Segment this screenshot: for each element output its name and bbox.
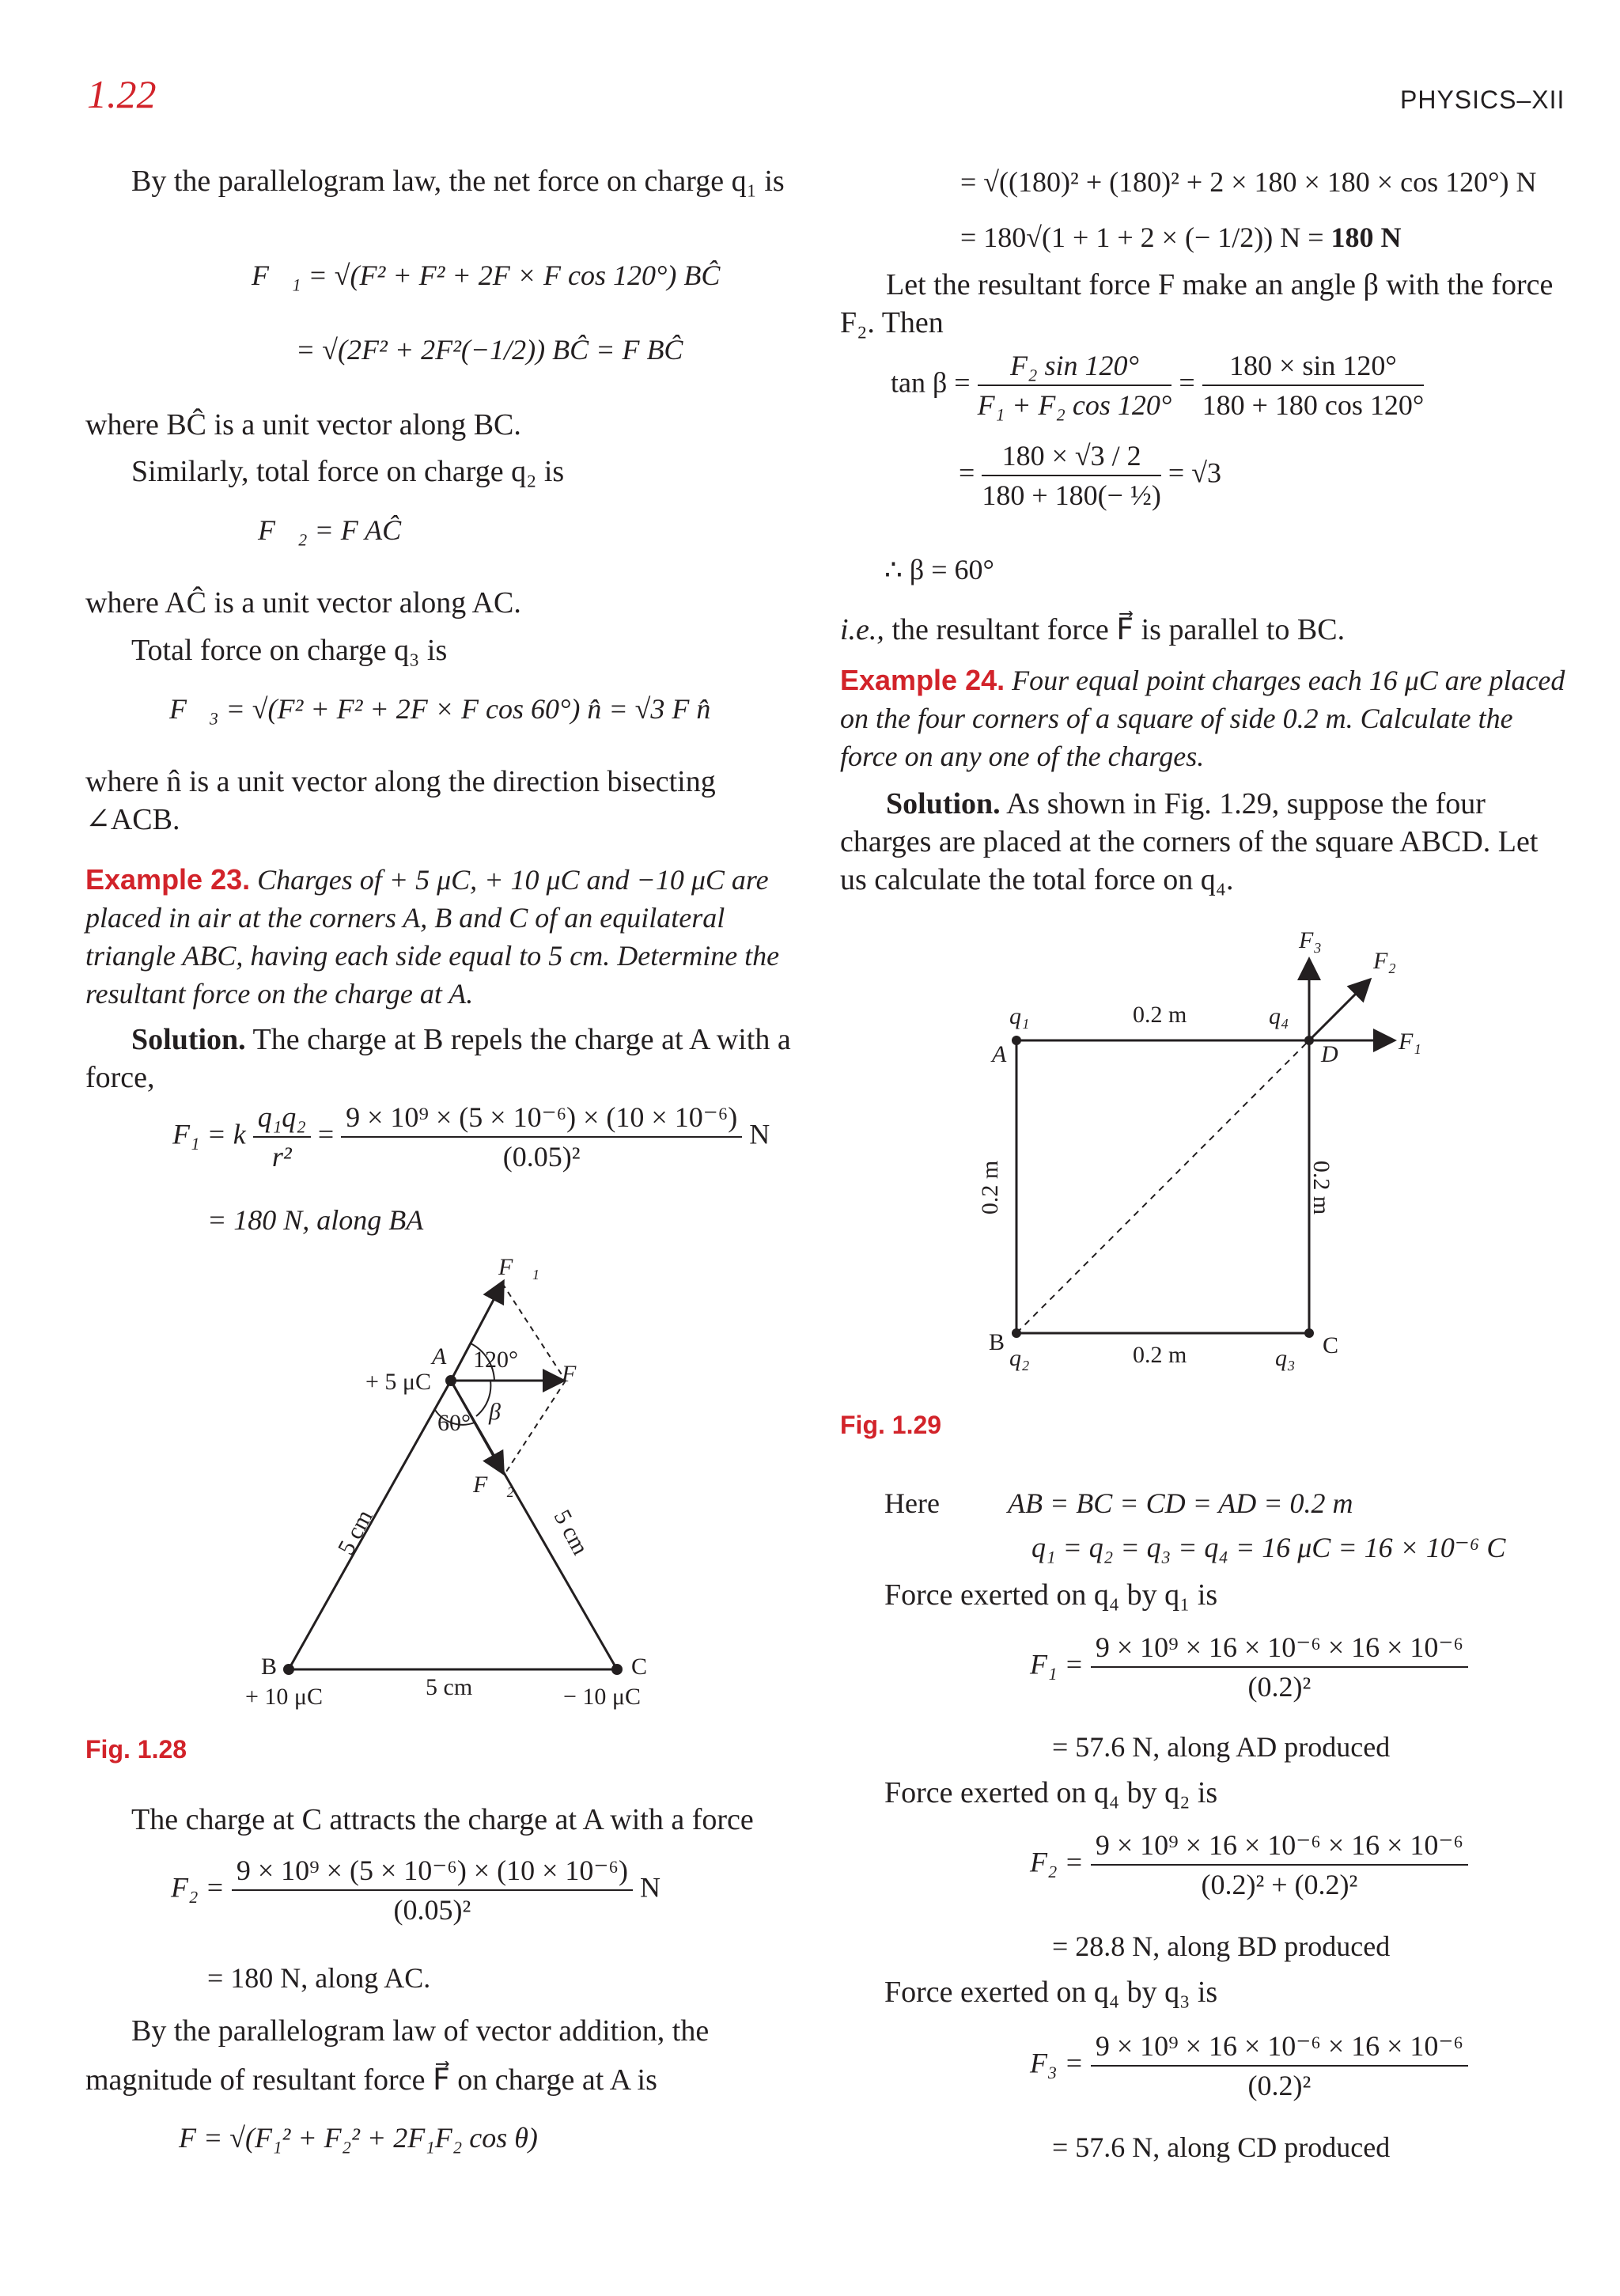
tan-den-symbolic: F₁ + F₂ cos 120° [977,389,1172,421]
fig28-side-right-label: 5 cm [548,1505,594,1559]
fig28-angle60-label: 60° [437,1410,471,1436]
F1-num: 9 × 10⁹ × 16 × 10⁻⁶ × 16 × 10⁻⁶ [1091,1630,1468,1668]
example-23 [85,861,813,1013]
F3-num: 9 × 10⁹ × 16 × 10⁻⁶ × 16 × 10⁻⁶ [1091,2029,1468,2067]
fig29-C-label: C [1323,1332,1339,1358]
fig29-q3-label: q₃ [1275,1345,1296,1371]
equation-F2 [1030,1828,1468,1902]
F1-result: = 57.6 N, along AD produced [1052,1731,1391,1763]
example-23-label: Example 23. [85,863,251,896]
equation-f1-coulomb: F₁ = k $\frac{\text{q₁q₂}}{\text{r²}}$ = $\frac{\text{9 × 10⁹ × (5 × 10⁻⁶) × (10 × 10⁻⁶)}}{\text{(0.05)²}}$ N [172,1101,770,1173]
equation-tan-beta: tan β = $\frac{\text{F₂ sin 120°}}{\text{F₁ + F₂ cos 120°}}$ = $\frac{180 \times \sin 120^\circ}{180 + 180 \cos 120^\circ}$ [891,350,1425,421]
fig29-right-label: 0.2 m [1308,1160,1335,1215]
solution-23-text: The charge at B repels the charge at A with a force, [85,1023,791,1094]
tan-frac-symbolic [978,348,1172,422]
fig29-A-label: A [992,1041,1007,1067]
f2-lhs: F₂ = [171,1871,225,1904]
f2-frac [232,1853,633,1927]
F1-frac [1091,1630,1468,1704]
f1-frac-numeric [341,1100,742,1174]
here-label: Here [884,1487,940,1519]
equation-beta-value: ∴ β = 60° [884,554,994,585]
F2-frac [1091,1828,1468,1902]
fig28-side-left-label: 5 cm [332,1505,378,1559]
equation-f1-simplified: = √(2F² + 2F²(−1/2)) BĈ = F BĈ [296,334,683,366]
f1-result: = 180 N, along BA [207,1204,424,1236]
equation-f1-vector: F⃗₁ = √(F² + F² + 2F × F cos 120°) BĈ [252,260,721,291]
fig28-side-bottom-label: 5 cm [426,1674,473,1700]
solution-23-label: Solution. [131,1023,246,1056]
example-24-text: Four equal point charges each 16 μC are placed on the four corners of a square of side 0.2 m. Calculate the force on any one of the charges. [840,665,1565,772]
f2-den: (0.05)² [393,1894,471,1926]
tan-frac-numeric [1202,348,1425,422]
tan-num-numeric: 180 × sin 120° [1202,348,1425,386]
paragraph-charge-q2: Similarly, total force on charge q₂ is [131,455,565,488]
f1-unit: N [749,1118,770,1150]
here-sides: AB = BC = CD = AD = 0.2 m [1008,1487,1353,1519]
f1-frac-symbolic [253,1100,311,1174]
tan2-rhs: = √3 [1168,457,1221,489]
F2-num: 9 × 10⁹ × 16 × 10⁻⁶ × 16 × 10⁻⁶ [1091,1828,1468,1866]
F1-lhs: F₁ = [1030,1648,1084,1680]
fig28-beta-label: β [489,1399,501,1425]
tan-den-numeric: 180 + 180 cos 120° [1202,389,1425,421]
equation-f3-vector: F⃗₃ = √(F² + F² + 2F × F cos 60°) n̂ = √3 F n̂ [169,693,711,725]
fig28-B-label: B [261,1654,278,1680]
solution-24-label: Solution. [886,787,1001,820]
tan2-num: 180 × √3 / 2 [982,438,1161,476]
ie-label: i.e., [840,613,884,646]
f2-num: 9 × 10⁹ × (5 × 10⁻⁶) × (10 × 10⁻⁶) [232,1853,633,1891]
equation-f2-coulomb [171,1853,660,1927]
here-charges: q₁ = q₂ = q₃ = q₄ = 16 μC = 16 × 10⁻⁶ C [1031,1532,1506,1563]
fig28-C-label: C [631,1654,648,1680]
F3-lhs: F₃ = [1030,2047,1084,2079]
paragraph-charge-c-attracts: The charge at C attracts the charge at A with a force [131,1803,754,1836]
fig29-F3-label: F₃ [1299,927,1322,953]
equation-resultant-numeric: = √((180)² + (180)² + 2 × 180 × 180 × cos 120°) N [960,166,1537,198]
fig28-A-label: A [432,1343,447,1370]
F2-result: = 28.8 N, along BD produced [1052,1930,1391,1962]
paragraph-force-q3: Force exerted on q₄ by q₃ is [884,1976,1218,2009]
paragraph-force-q1: Force exerted on q₄ by q₁ is [884,1578,1218,1612]
paragraph-resultant-magnitude: By the parallelogram law of vector addition, the magnitude of resultant force F⃗ on charge at A is [85,2014,710,2097]
fig29-caption: Fig. 1.29 [840,1411,942,1439]
tan-lhs: tan β = [891,366,971,399]
F2-den: (0.2)² + (0.2)² [1201,1869,1358,1900]
solution-23 [85,1021,813,1097]
f1-num-symbolic: q₁q₂ [253,1100,311,1138]
solution-24 [840,785,1568,899]
paragraph-unit-vector-ac: where AĈ is a unit vector along AC. [85,586,521,619]
fig28-F1-label: F⃗₁ [498,1254,540,1280]
fig28-qB-label: + 10 μC [245,1684,324,1710]
F2-lhs: F₂ = [1030,1846,1084,1878]
tan2-den: 180 + 180(− ½) [982,479,1161,511]
figure-1-29-square [981,910,1424,1353]
paragraph-parallelogram: By the parallelogram law, the net force on charge q₁ is [131,165,785,198]
F3-result: = 57.6 N, along CD produced [1052,2131,1391,2163]
tan-num-symbolic: F₂ sin 120° [978,348,1172,386]
paragraph-force-q2: Force exerted on q₄ by q₂ is [884,1776,1218,1809]
page-number: 1.22 [87,72,157,116]
equation-tan-beta-value: = $\frac{180 \times √3 / 2}{\text{180 + 180(− ½)}}$ = √3 [959,440,1221,511]
F3-den: (0.2)² [1247,2070,1312,2101]
resultant-expression: = 180√(1 + 1 + 2 × (− 1/2)) N = [960,222,1331,253]
equation-F3 [1030,2029,1468,2103]
equation-resultant-value [960,220,1402,255]
fig28-F2-label: F⃗₂ [473,1472,515,1498]
fig29-q1-label: q₁ [1009,1003,1030,1029]
paragraph-unit-vector-n: where n̂ is a unit vector along the direction bisecting ∠ACB. [85,765,716,836]
fig28-F-label: F⃗ [562,1361,595,1387]
f2-unit: N [639,1871,660,1904]
fig28-angle120-label: 120° [473,1347,518,1373]
paragraph-unit-vector-bc: where BĈ is a unit vector along BC. [85,408,521,441]
F3-frac [1091,2029,1468,2103]
equation-f2-vector: F⃗₂ = F AĈ [258,514,402,546]
fig28-caption: Fig. 1.28 [85,1735,187,1764]
running-title: PHYSICS–XII [1400,85,1565,114]
example-23-text: Charges of + 5 μC, + 10 μC and −10 μC are placed in air at the corners A, B and C of an equilateral triangle ABC, having each side equal to 5 cm. Determine the resultant force on the charge at A. [85,864,780,1010]
parallel-text: the resultant force F⃗ is parallel to BC. [891,613,1346,646]
resultant-result: 180 N [1330,222,1402,253]
f1-num-numeric: 9 × 10⁹ × (5 × 10⁻⁶) × (10 × 10⁻⁶) [341,1100,742,1138]
solution-24-text: As shown in Fig. 1.29, suppose the four charges are placed at the corners of the square ABCD. Let us calculate the total force on q₄. [840,787,1539,896]
fig29-left-label: 0.2 m [977,1160,1004,1215]
tan2-frac [982,438,1161,513]
paragraph-parallel-to-bc [840,611,1568,649]
fig29-F1-label: F₁ [1399,1029,1421,1055]
fig28-qC-label: − 10 μC [563,1684,642,1710]
fig29-q4-label: q₄ [1269,1003,1289,1029]
fig29-q2-label: q₂ [1009,1345,1030,1371]
fig29-B-label: B [989,1329,1005,1355]
example-24-label: Example 24. [840,664,1005,696]
fig29-D-label: D [1321,1041,1338,1067]
fig29-F2-label: F₂ [1373,948,1396,974]
f1-lhs: F₁ = k [172,1118,246,1150]
equation-resultant-F: F = √(F₁² + F₂² + 2F₁F₂ cos θ) [179,2122,538,2154]
paragraph-charge-q3: Total force on charge q₃ is [131,634,448,667]
paragraph-angle-beta: Let the resultant force F make an angle β with the force F₂. Then [840,268,1554,339]
fig28-qA-label: + 5 μC [365,1369,432,1395]
F1-den: (0.2)² [1247,1671,1312,1703]
equation-F1 [1030,1630,1468,1704]
f1-den-symbolic: r² [271,1141,292,1173]
f2-result: = 180 N, along AC. [207,1962,431,1994]
fig29-top-label: 0.2 m [1133,1002,1187,1028]
fig29-bottom-label: 0.2 m [1133,1342,1187,1368]
f1-den-numeric: (0.05)² [502,1141,581,1173]
example-24 [840,661,1568,775]
